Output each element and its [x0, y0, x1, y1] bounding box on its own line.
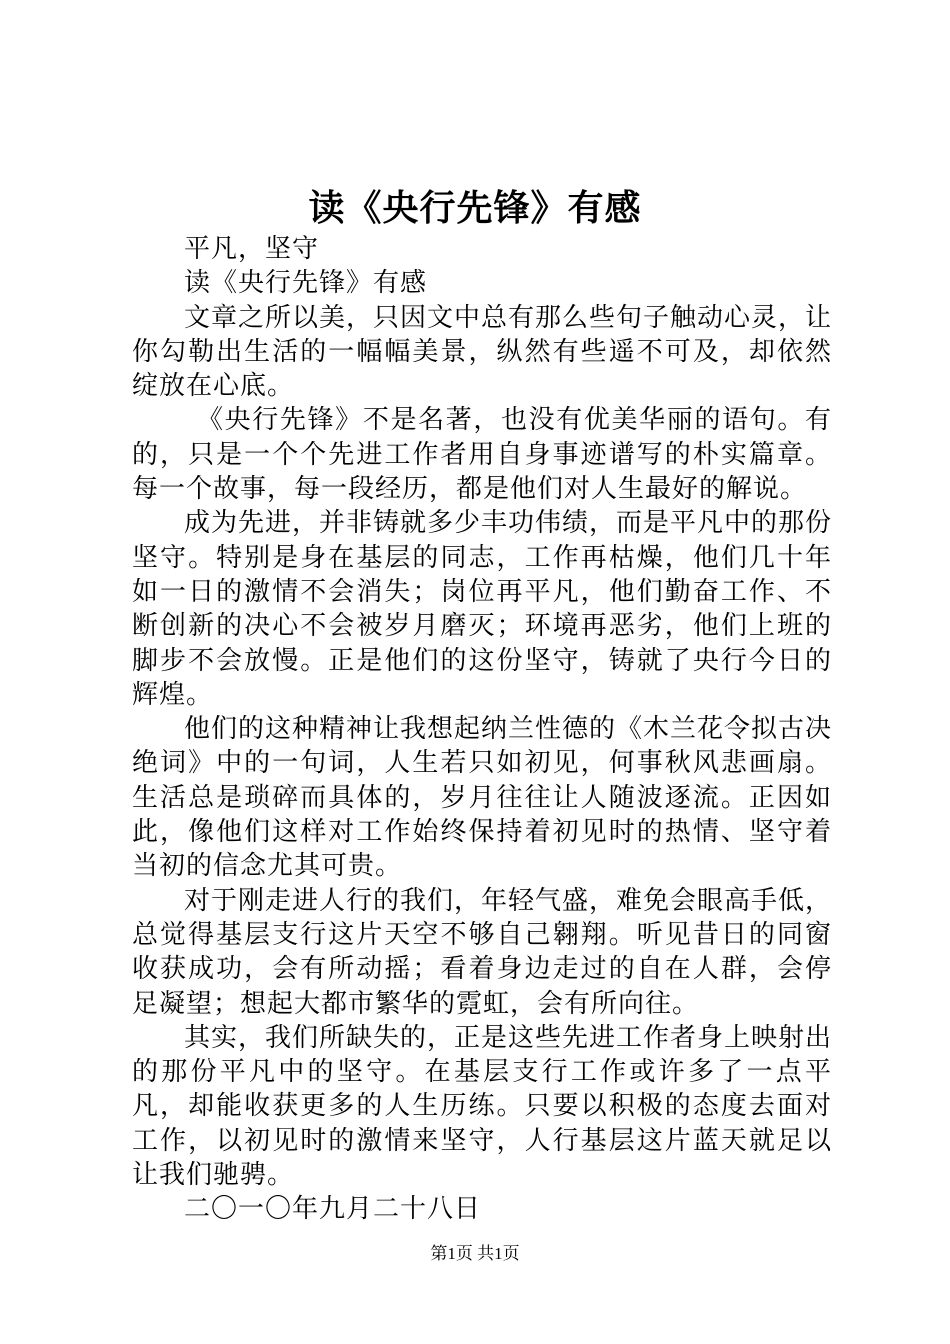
body-paragraph: 他们的这种精神让我想起纳兰性德的《木兰花令拟古决绝词》中的一句词，人生若只如初见，何事秋风悲画扇。生活总是琐碎而具体的，岁月往往让人随波逐流。正因如此，像他们这样对工作始终保持着初见时的热情、坚守着当初的信念尤其可贵。 — [132, 714, 833, 882]
body-paragraph: 文章之所以美，只因文中总有那么些句子触动心灵，让你勾勒出生活的一幅幅美景，纵然有些遥不可及，却依然绽放在心底。 — [132, 302, 833, 402]
document-title: 读《央行先锋》有感 — [308, 187, 642, 229]
date-line: 二〇一〇年九月二十八日 — [184, 1194, 482, 1225]
page-footer: 第1页 共1页 — [430, 1244, 520, 1263]
body-paragraph: 成为先进，并非铸就多少丰功伟绩，而是平凡中的那份坚守。特别是身在基层的同志，工作再枯燥，他们几十年如一日的激情不会消失；岗位再平凡，他们勤奋工作、不断创新的决心不会被岁月磨灭；环境再恶劣，他们上班的脚步不会放慢。正是他们的这份坚守，铸就了央行今日的辉煌。 — [132, 508, 833, 710]
body-paragraph: 对于刚走进人行的我们，年轻气盛，难免会眼高手低，总觉得基层支行这片天空不够自己翱翔。听见昔日的同窗收获成功，会有所动摇；看着身边走过的自在人群，会停足凝望；想起大都市繁华的霓虹，会有所向往。 — [132, 885, 833, 1019]
body-paragraph: 其实，我们所缺失的，正是这些先进工作者身上映射出的那份平凡中的坚守。在基层支行工作或许多了一点平凡，却能收获更多的人生历练。只要以积极的态度去面对工作，以初见时的激情来坚守，人行基层这片蓝天就足以让我们驰骋。 — [132, 1022, 833, 1191]
article-title-line: 读《央行先锋》有感 — [184, 268, 428, 299]
body-paragraph: 《央行先锋》不是名著，也没有优美华丽的语句。有的，只是一个个先进工作者用自身事迹谱写的朴实篇章。每一个故事，每一段经历，都是他们对人生最好的解说。 — [132, 405, 832, 505]
document-body — [132, 232, 832, 1227]
subtitle-line: 平凡，坚守 — [184, 234, 320, 264]
